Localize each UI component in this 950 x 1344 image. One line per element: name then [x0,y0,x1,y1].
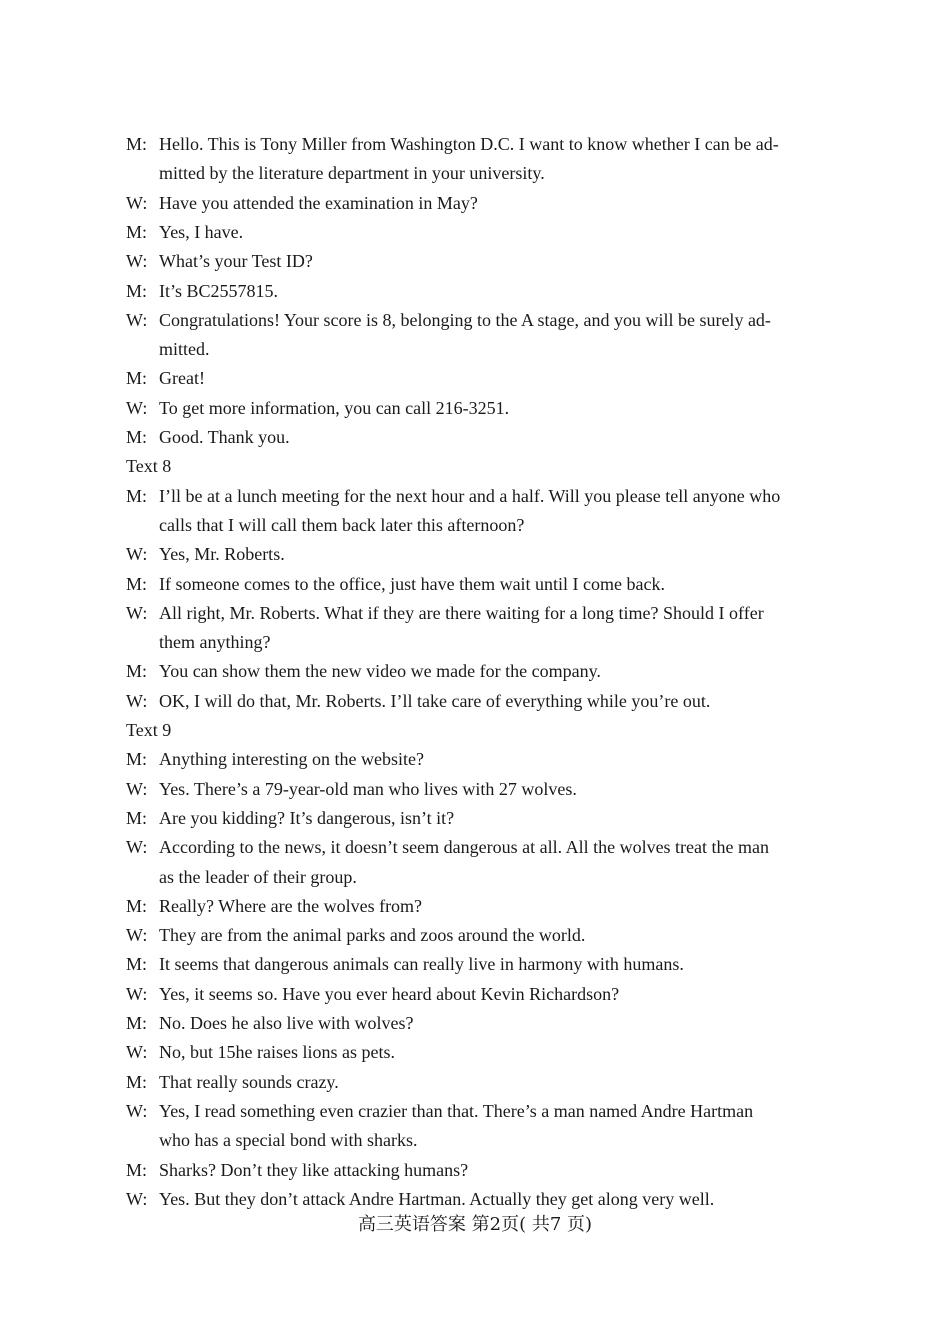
dialogue-line [126,133,856,155]
dialogue-text: Anything interesting on the website? [159,749,424,770]
dialogue-text: Hello. This is Tony Miller from Washington D.C. I want to know whether I can be ad- [159,134,779,154]
speaker-label: M: [126,368,148,389]
speaker-label: M: [126,895,148,916]
dialogue-line [126,543,856,565]
dialogue-text: Yes, it seems so. Have you ever heard about Kevin Richardson? [159,983,620,1004]
speaker-label: W: [126,1100,148,1121]
speaker-label: W: [126,309,148,330]
dialogue-text: No. Does he also live with wolves? [159,1013,414,1033]
speaker-label: W: [126,1042,148,1063]
dialogue-text: Congratulations! Your score is 8, belonging to the A stage, and you will be surely ad- [159,309,771,330]
dialogue-line [126,250,856,272]
speaker-label: W: [126,602,148,623]
dialogue-line [126,397,856,419]
dialogue-line [126,221,856,243]
dialogue-continuation: as the leader of their group. [159,866,357,887]
dialogue-line [126,1041,856,1063]
speaker-label: W: [126,925,148,946]
dialogue-line [126,573,856,595]
dialogue-line [126,953,856,975]
dialogue-text: No, but 15he raises lions as pets. [159,1042,395,1063]
dialogue-line [126,1071,856,1093]
dialogue-line [126,1159,856,1181]
dialogue-text: It’s BC2557815. [159,280,279,301]
dialogue-line [126,983,856,1005]
dialogue-line [126,778,856,800]
dialogue-line [126,1100,856,1122]
speaker-label: M: [126,485,148,506]
dialogue-text: Good. Thank you. [159,427,290,447]
dialogue-text: They are from the animal parks and zoos around the world. [159,925,586,946]
dialogue-line [126,836,856,858]
dialogue-text: It seems that dangerous animals can really live in harmony with humans. [159,954,684,975]
dialogue-line [126,748,856,770]
dialogue-text: Are you kidding? It’s dangerous, isn’t it? [159,807,455,828]
speaker-label: W: [126,778,148,799]
speaker-label: W: [126,544,148,565]
speaker-label: M: [126,749,148,770]
dialogue-text: That really sounds crazy. [159,1071,339,1092]
dialogue-line [126,924,856,946]
dialogue-text: If someone comes to the office, just have them wait until I come back. [159,573,666,594]
dialogue-text: According to the news, it doesn’t seem dangerous at all. All the wolves treat the man [159,837,770,858]
speaker-label: M: [126,573,148,594]
dialogue-continuation: mitted. [159,339,210,360]
dialogue-line [126,309,856,331]
dialogue-continuation: them anything? [159,632,271,653]
speaker-label: M: [126,280,148,301]
page-footer: 高三英语答案 第2页( 共7 页) [357,1214,593,1235]
dialogue-line [126,690,856,712]
section-heading: Text 8 [126,456,172,477]
speaker-label: M: [126,1071,148,1092]
speaker-label: M: [126,427,148,447]
dialogue-text: Have you attended the examination in May? [159,192,478,213]
speaker-label: W: [126,251,148,272]
dialogue-line [126,807,856,829]
speaker-label: M: [126,1013,148,1033]
dialogue-text: What’s your Test ID? [159,251,313,272]
speaker-label: W: [126,837,148,858]
speaker-label: M: [126,134,148,154]
dialogue-text: OK, I will do that, Mr. Roberts. I’ll take care of everything while you’re out. [159,690,711,711]
speaker-label: M: [126,1159,148,1180]
dialogue-continuation: mitted by the literature department in your university. [159,163,545,184]
dialogue-text: Great! [159,368,205,389]
dialogue-text: Really? Where are the wolves from? [159,895,423,916]
dialogue-line [126,1012,856,1034]
dialogue-line [126,485,856,507]
dialogue-text: To get more information, you can call 216-3251. [159,397,510,418]
speaker-label: M: [126,954,148,975]
dialogue-text: Yes. But they don’t attack Andre Hartman. Actually they get along very well. [159,1188,715,1209]
dialogue-text: You can show them the new video we made for the company. [159,661,601,682]
dialogue-line [126,280,856,302]
section-heading: Text 9 [126,720,172,740]
speaker-label: W: [126,1188,148,1209]
speaker-label: W: [126,192,148,213]
dialogue-text: Yes, I read something even crazier than that. There’s a man named Andre Hartman [159,1100,754,1121]
dialogue-text: I’ll be at a lunch meeting for the next hour and a half. Will you please tell anyone who [159,485,781,506]
dialogue-line [126,660,856,682]
speaker-label: W: [126,690,148,711]
speaker-label: W: [126,983,148,1004]
dialogue-line [126,426,856,448]
dialogue-text: Sharks? Don’t they like attacking humans? [159,1159,469,1180]
dialogue-line [126,1188,856,1210]
speaker-label: W: [126,397,148,418]
dialogue-line [126,367,856,389]
dialogue-continuation: calls that I will call them back later this afternoon? [159,514,525,535]
dialogue-line [126,602,856,624]
dialogue-text: Yes. There’s a 79-year-old man who lives with 27 wolves. [159,778,577,799]
dialogue-text: Yes, Mr. Roberts. [159,544,285,565]
dialogue-line [126,895,856,917]
speaker-label: M: [126,807,148,828]
dialogue-continuation: who has a special bond with sharks. [159,1130,418,1151]
dialogue-text: Yes, I have. [159,221,244,242]
speaker-label: M: [126,221,148,242]
speaker-label: M: [126,661,148,682]
dialogue-line [126,192,856,214]
dialogue-text: All right, Mr. Roberts. What if they are there waiting for a long time? Should I offer [159,602,764,623]
